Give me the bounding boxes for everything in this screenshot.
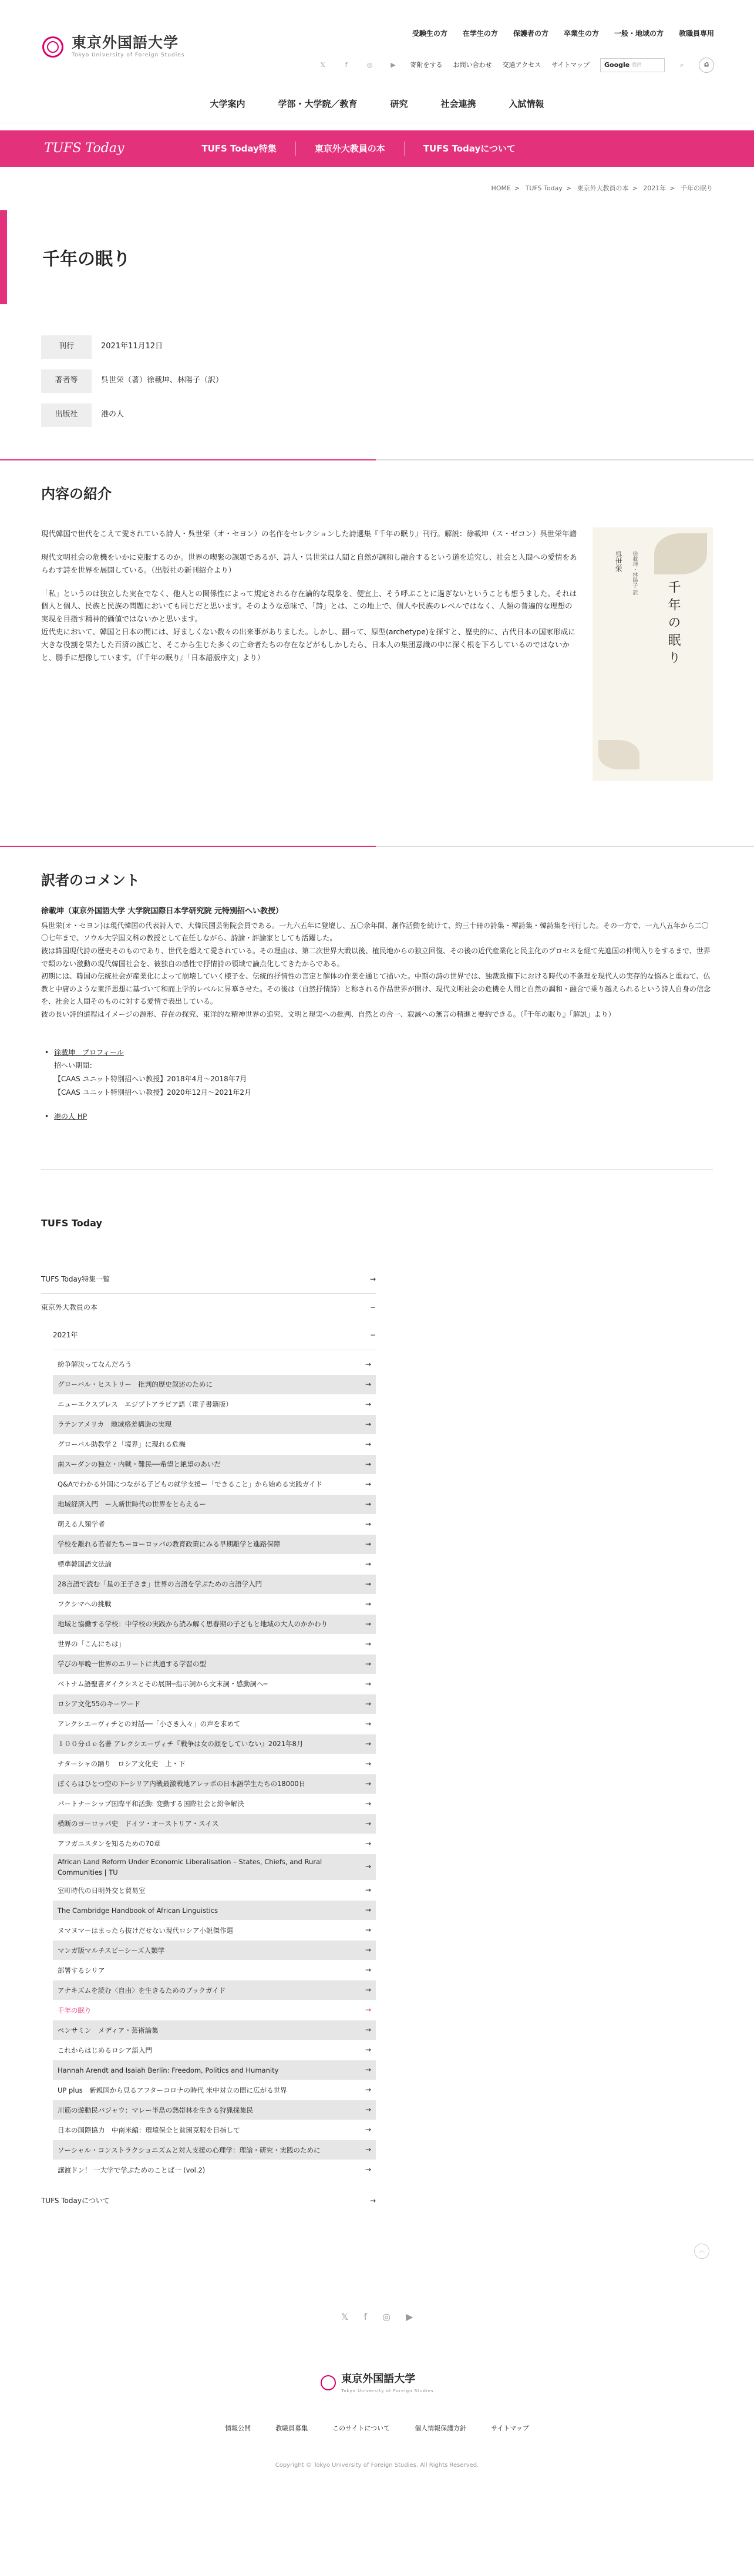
book-list-item[interactable]	[53, 2120, 376, 2140]
book-list-item[interactable]	[53, 1635, 376, 1654]
book-title: ラテンアメリカ 地域格差構造の実現	[58, 1420, 172, 1428]
audience-link[interactable]: 保護者の方	[513, 29, 548, 38]
arrow-right-icon: →	[365, 1380, 371, 1388]
arrow-right-icon: →	[365, 1539, 371, 1548]
arrow-right-icon: →	[365, 1519, 371, 1528]
divider	[41, 1169, 713, 1170]
site-footer	[0, 2309, 754, 2489]
page-top-button[interactable]: ︿	[694, 2244, 709, 2259]
book-list-item[interactable]	[53, 1475, 376, 1495]
cover-title: 千年の眠り	[666, 580, 681, 668]
book-title: アフガニスタンを知るための70章	[58, 1839, 161, 1848]
sidebar-subgroup	[41, 1321, 376, 2180]
youtube-icon[interactable]: ▶	[406, 2311, 413, 2322]
logo-mark-icon	[320, 2374, 336, 2392]
youtube-icon[interactable]: ▶	[391, 61, 396, 69]
book-list-item[interactable]	[53, 1854, 376, 1881]
book-list-item[interactable]	[53, 1734, 376, 1754]
tufs-today-sidebar	[41, 1216, 376, 2215]
book-list-item[interactable]	[53, 1595, 376, 1615]
search-label: Google	[604, 61, 630, 69]
arrow-right-icon: →	[365, 1619, 371, 1628]
sitemap-link[interactable]: サイトマップ	[551, 61, 590, 69]
book-list-item[interactable]	[53, 1555, 376, 1575]
intro-paragraph: 現代韓国で世代をこえて愛されている詩人・呉世栄（オ・セヨン）の名作をセレクションした詩選集『千年の眠り』刊行。解説：徐載坤（ス・ゼコン）呉世栄年譜	[41, 529, 577, 538]
book-title: ベトナム語聖書ダイクシスとその展開─指示詞から文末詞・感動詞へ─	[58, 1679, 268, 1688]
book-title: グローバル助教学２「境界」に現れる危機	[58, 1440, 186, 1448]
arrow-right-icon: →	[365, 1839, 371, 1848]
book-title: African Land Reform Under Economic Liberalisation – States, Chiefs, and Rural Communities | TU	[58, 1857, 322, 1877]
footer-logo[interactable]	[320, 2371, 433, 2395]
book-list-item[interactable]	[53, 1754, 376, 1774]
book-list-item[interactable]	[53, 1881, 376, 1901]
minus-icon: −	[369, 1303, 376, 1312]
arrow-right-icon: →	[365, 1499, 371, 1508]
book-title: アナキズムを読む〈自由〉を生きるためのブックガイド	[58, 1986, 226, 1995]
book-title: 地域経済入門 ー人新世時代の世界をとらえるー	[58, 1499, 206, 1508]
sidebar-item[interactable]	[41, 1294, 376, 1321]
profile-link[interactable]: 徐載坤 プロフィール	[54, 1048, 124, 1057]
publisher-link[interactable]: 港の人 HP	[54, 1112, 87, 1121]
book-meta	[41, 335, 382, 427]
gnav-item[interactable]: 学部・大学院／教育	[278, 99, 358, 109]
book-list-item[interactable]	[53, 1575, 376, 1595]
book-list-item[interactable]	[53, 1495, 376, 1515]
gnav-item[interactable]: 大学案内	[210, 99, 245, 109]
arrow-right-icon: →	[365, 1966, 371, 1975]
footer-link[interactable]: 情報公開	[225, 2424, 251, 2432]
footer-logo-en: Tokyo University of Foreign Studies	[341, 2389, 434, 2394]
breadcrumb: HOME > TUFS Today > 東京外大教員の本 > 2021年 > 千年の眠り	[491, 184, 713, 192]
breadcrumb-link[interactable]: 東京外大教員の本	[577, 184, 629, 192]
arrow-right-icon: →	[365, 1759, 371, 1768]
book-title: Q&Aでわかる外国につながる子どもの就学支援ー「できること」から始める実践ガイド	[58, 1479, 322, 1488]
audience-link[interactable]: 受験生の方	[412, 29, 447, 38]
gnav-item[interactable]: 社会連携	[440, 99, 476, 109]
book-title: 標準韓国語文法論	[58, 1559, 112, 1568]
book-title: これからはじめるロシア語入門	[58, 2046, 152, 2054]
book-title: 川筋の遊動民バジャウ：マレー半島の熱帯林を生きる狩猟採集民	[58, 2106, 254, 2114]
arrow-right-icon: →	[365, 2086, 371, 2094]
book-list-item[interactable]	[53, 1714, 376, 1734]
book-title: 学びの早晩一世界のエリートに共通する学習の型	[58, 1659, 206, 1668]
intro-paragraph: 「私」というのは独立した実在でなく、他人との関係性によって規定される存在論的な現象を、便宜上、そう呼ぶことに過ぎないということも想うました。それは個人と個人、民族と民族の問題においても同じだと思います。そのような意味で、「詩」とは、この地上で、個人や民族のレベルではなく、人類の普遍的な理想の実現を目指す精神的価値ではないかと思います。 近代史において、韓国と日本の間には、好ましくない数々の出来事がありました。しかし、翻って、原型(archetype)を探すと、歴史的に、古代日本の国家形成に大きな役割を果たした百済の滅亡と、そこから生じた多くの亡命者たちの存在などがもしかしたら、日本人の集団意識の中に深く根を下ろしているのではないかと、勝手に想像しています。（『千年の眠り』「日本語版序文」より）	[41, 588, 577, 662]
leaf-decoration-icon	[654, 533, 707, 574]
intro-heading: 内容の紹介	[41, 485, 112, 502]
book-list-item[interactable]	[53, 1535, 376, 1555]
footer-social	[0, 2309, 754, 2325]
sidebar-item[interactable]	[41, 2187, 376, 2215]
book-title: UP plus 新親国から見るアフターコロナの時代 米中対立の間に広がる世界	[58, 2086, 287, 2094]
book-title: Hannah Arendt and Isaiah Berlin: Freedom, Politics and Humanity	[58, 2066, 279, 2074]
book-title: 世界の「こんにちは」	[58, 1639, 125, 1648]
book-list-item[interactable]	[53, 1941, 376, 1960]
arrow-right-icon: →	[369, 1275, 376, 1284]
arrow-right-icon: →	[365, 1699, 371, 1708]
arrow-right-icon: →	[365, 1926, 371, 1935]
breadcrumb-current: 千年の眠り	[681, 184, 713, 192]
print-icon[interactable]: ⎙	[699, 58, 714, 73]
sidebar-item-label: 東京外大教員の本	[41, 1303, 98, 1312]
arrow-right-icon: →	[365, 1639, 371, 1648]
gnav-item[interactable]: 入試情報	[509, 99, 544, 109]
book-list-item[interactable]	[53, 2060, 376, 2080]
footer-link[interactable]: サイトマップ	[491, 2424, 529, 2432]
book-title: ナターシャの踊り ロシア文化史 上・下	[58, 1759, 186, 1768]
utility-bar	[317, 58, 714, 73]
meta-key: 出版社	[41, 403, 92, 427]
book-list-item[interactable]	[53, 1654, 376, 1674]
book-list-item[interactable]	[53, 1694, 376, 1714]
translator-comment	[41, 904, 713, 1021]
book-list-item[interactable]	[53, 1774, 376, 1794]
arrow-right-icon: →	[365, 1819, 371, 1828]
contact-link[interactable]: お問い合わせ	[453, 61, 492, 69]
sidebar-item-label: TUFS Today特集一覧	[41, 1275, 110, 1284]
book-title: 地域と協働する学校：中学校の実践から読み解く思春期の子どもと地域の大人のかかわり	[58, 1619, 328, 1628]
book-list-item[interactable]	[53, 2080, 376, 2100]
book-title: 萌える人類学者	[58, 1519, 105, 1528]
logo-mark-icon	[41, 34, 65, 60]
book-title: 紛争解決ってなんだろう	[58, 1360, 132, 1368]
arrow-right-icon: →	[365, 1400, 371, 1408]
period-item: 【CAAS ユニット特別招へい教授】2018年4月〜2018年7月	[54, 1075, 247, 1084]
copyright: Copyright © Tokyo University of Foreign Studies. All Rights Reserved.	[275, 2461, 479, 2469]
search-icon[interactable]: ⌕	[679, 61, 684, 69]
book-title: 学校を離れる若者たちーヨーロッパの教育政策にみる早期離学と進路保障	[58, 1539, 281, 1548]
book-list-item[interactable]	[53, 1674, 376, 1694]
cover-sub: 徐載坤・林陽子 訳	[631, 550, 638, 595]
book-title: 部署するシリア	[58, 1966, 105, 1975]
arrow-right-icon: →	[365, 2046, 371, 2054]
sidebar-item[interactable]	[41, 1266, 376, 1294]
donate-link[interactable]: 寄附をする	[410, 61, 443, 69]
book-list-item[interactable]	[53, 2100, 376, 2120]
footer-link[interactable]: 個人情報保護方針	[415, 2424, 467, 2432]
arrow-right-icon: →	[365, 1862, 371, 1871]
facebook-icon[interactable]: f	[345, 61, 348, 69]
book-title: フクシマへの挑戦	[58, 1599, 112, 1608]
book-list-item[interactable]	[53, 1834, 376, 1854]
minus-icon: −	[369, 1331, 376, 1340]
intro-paragraph: 現代文明社会の危機をいかに克服するのか。世界の喫緊の課題であるが、詩人・呉世栄は人間と自然が調和し融合するという道を追究し、社会と人間への愛情をあらわす詩を世界を展開している。（出版社の新刊紹介より）	[41, 552, 577, 574]
facebook-icon[interactable]: f	[363, 2311, 368, 2322]
book-title: ソーシャル・コンストラクショニズムと対人支援の心理学：理論・研究・実践のために	[58, 2145, 321, 2154]
intro-section	[41, 527, 713, 781]
meta-value: 呉世栄（著）徐載坤、林陽子（訳）	[101, 376, 224, 385]
instagram-icon[interactable]: ◎	[382, 2311, 391, 2322]
related-links	[41, 1046, 713, 1124]
audience-link[interactable]: 卒業生の方	[563, 29, 599, 38]
comment-heading: 訳者のコメント	[41, 872, 140, 889]
book-list-item[interactable]	[53, 1395, 376, 1415]
section-divider	[0, 846, 754, 847]
logo-name: 東京外国語大学	[72, 34, 179, 52]
book-title: マンガ版マルチスピーシーズ人類学	[58, 1946, 165, 1955]
book-title: 28言語で読む「星の王子さま」世界の言語を学ぶための言語学入門	[58, 1579, 262, 1588]
arrow-right-icon: →	[365, 2106, 371, 2114]
meta-value: 2021年11月12日	[101, 342, 163, 351]
arrow-right-icon: →	[365, 2126, 371, 2134]
tufs-bar-link[interactable]: TUFS Todayについて	[404, 142, 534, 156]
book-title: 横断のヨーロッパ史 ドイツ・オーストリア・スイス	[58, 1819, 219, 1828]
breadcrumb-link[interactable]: TUFS Today	[525, 184, 563, 192]
meta-value: 港の人	[101, 410, 124, 419]
arrow-right-icon: →	[365, 1559, 371, 1568]
meta-row	[41, 369, 382, 393]
arrow-right-icon: →	[365, 1799, 371, 1808]
book-list-item[interactable]	[53, 1615, 376, 1635]
book-list-item[interactable]	[53, 1921, 376, 1941]
arrow-right-icon: →	[365, 1739, 371, 1748]
global-nav	[0, 97, 754, 111]
book-list-item[interactable]	[53, 2140, 376, 2160]
arrow-right-icon: →	[365, 1886, 371, 1895]
arrow-right-icon: →	[365, 1579, 371, 1588]
book-title: ヌマヌマーはまったら抜けだせない現代ロシア小説傑作選	[58, 1926, 233, 1935]
arrow-right-icon: →	[365, 2165, 371, 2174]
sidebar-item-label: TUFS Todayについて	[41, 2197, 110, 2205]
tufs-today-bar	[0, 130, 754, 167]
access-link[interactable]: 交通アクセス	[502, 61, 541, 69]
arrow-right-icon: →	[365, 1659, 371, 1668]
book-title: 譲渡ドン！ 一大学で学ぶためのことば一 (vol.2)	[58, 2165, 206, 2174]
x-icon[interactable]: 𝕏	[320, 61, 325, 69]
book-title: ロシア文化55のキーワード	[58, 1699, 141, 1708]
book-title: 千年の眠り	[58, 2006, 92, 2015]
audience-nav	[412, 28, 714, 39]
sidebar-year[interactable]	[53, 1321, 376, 1350]
meta-row	[41, 335, 382, 359]
book-title: ぼくらはひとつ空の下─シリア内戦最激戦地アレッポの日本語学生たちの18000日	[58, 1779, 306, 1788]
list-item	[41, 1110, 713, 1124]
audience-link[interactable]: 在学生の方	[462, 29, 498, 38]
logo-en: Tokyo University of Foreign Studies	[72, 52, 185, 58]
book-title: 南スーダンの独立・内戦・難民──希望と絶望のあいだ	[58, 1459, 221, 1468]
site-logo[interactable]	[41, 34, 184, 60]
footer-link[interactable]: このサイトについて	[332, 2424, 391, 2432]
arrow-right-icon: →	[365, 1360, 371, 1368]
tufs-today-logo[interactable]: TUFS Today	[44, 141, 124, 156]
arrow-right-icon: →	[365, 1440, 371, 1448]
site-header	[0, 0, 754, 123]
breadcrumb-link[interactable]: HOME	[491, 184, 511, 192]
tufs-bar-link[interactable]: 東京外大教員の本	[295, 142, 404, 156]
arrow-right-icon: →	[365, 2006, 371, 2015]
book-list-item[interactable]	[53, 1794, 376, 1814]
translator-name: 徐載坤（東京外国語大学 大学院国際日本学研究院 元特別招へい教授）	[41, 907, 284, 916]
book-title: ペンサミン メディア・芸術論集	[58, 2026, 159, 2034]
period-item: 【CAAS ユニット特別招へい教授】2020年12月〜2021年2月	[54, 1088, 252, 1097]
book-title: 室町時代の日明外交と貿易室	[58, 1886, 146, 1895]
arrow-right-icon: →	[365, 1420, 371, 1428]
book-list-item[interactable]	[53, 1455, 376, 1475]
arrow-right-icon: →	[365, 1986, 371, 1995]
book-list-item[interactable]	[53, 2160, 376, 2180]
book-list-item[interactable]	[53, 1435, 376, 1455]
book-title: １００分ｄｅ名著 アレクシエーヴィチ『戦争は女の顔をしていない』2021年8月	[58, 1739, 304, 1748]
book-list-item[interactable]	[53, 1375, 376, 1395]
arrow-right-icon: →	[365, 1779, 371, 1788]
page-title-text: 千年の眠り	[42, 248, 130, 270]
book-title: グローバル・ヒストリー 批判的歴史叙述のために	[58, 1380, 213, 1388]
leaf-decoration-icon	[598, 740, 639, 769]
meta-key: 著者等	[41, 369, 92, 393]
book-title: The Cambridge Handbook of African Linguistics	[58, 1906, 218, 1915]
sidebar-title: TUFS Today	[41, 1217, 102, 1229]
sidebar-year-label: 2021年	[53, 1331, 78, 1340]
arrow-right-icon: →	[365, 1906, 371, 1915]
audience-link[interactable]: 一般・地域の方	[614, 29, 664, 38]
book-list-item[interactable]	[53, 1814, 376, 1834]
cover-author: 呉世栄	[614, 550, 623, 572]
book-list	[53, 1355, 376, 2181]
footer-link[interactable]: 教職員募集	[275, 2424, 308, 2432]
book-list-item[interactable]	[53, 1515, 376, 1535]
arrow-right-icon: →	[365, 1719, 371, 1728]
book-list-item[interactable]	[53, 1960, 376, 1980]
list-item	[41, 1046, 713, 1099]
arrow-right-icon: →	[365, 1946, 371, 1955]
book-list-item[interactable]	[53, 1901, 376, 1921]
arrow-right-icon: →	[365, 1679, 371, 1688]
book-title: アレクシエーヴィチとの対話──「小さき人々」の声を求めて	[58, 1719, 241, 1728]
page-title	[0, 210, 754, 304]
arrow-right-icon: →	[369, 2197, 376, 2205]
footer-links	[0, 2423, 754, 2434]
book-title: ニューエクスプレス エジプトアラビア語（電子書籍版）	[58, 1400, 233, 1408]
arrow-right-icon: →	[365, 2066, 371, 2074]
tufs-bar-link[interactable]: TUFS Today特集	[201, 143, 277, 154]
arrow-right-icon: →	[365, 1599, 371, 1608]
footer-logo-name: 東京外国語大学	[341, 2373, 416, 2386]
comment-body: 呉世栄(オ・セヨン)は現代韓国の代表詩人で、大韓民国芸術院会員である。一九六五年に登壇し、五〇余年間、創作活動を続けて、約三十冊の詩集・褌詩集・韓詩集を刊行した。その一方で、一九八五年から二〇〇七年まで、ソウル大学国文科の教授として在任しながら、詩論・評論家としても活躍した。 彼は韓国現代詩の歴史そのものであり、世代を超えて愛されている。その理由は、第二次世界大戦以後、植民地からの独立回復、その後の近代産業化と民主化のプロセスを経て先進国の仲間入りをするまで、世界で類のない激動の現代韓国社会を、彼独自の感性で抒情詩の領域で論点化してきたからである。 初期には、韓国の伝統社会が産業化によって崩壊していく様子を、伝統的抒情性の言定と解体の作業を通じて描いた。中期の詩の世界では、独裁政権下における時代の不条理を現代人の実存的な悩みと重ねて、仏教と中庸のような東洋思想に基づいて和而上学的レベルに昇華させた。その後は（自然抒情詩）と称される作品世界が開け、現代文明社会の危機を人間と自然の調和・融合で乗り越えられるという詩人自身の信念を、社会と人間そのものに対する愛情で表出している。 彼の長い詩的道程はイメージの源形、存在の探究、東洋的な精神世界の追究、文明と現実への批判、自然との合一、寂滅への無言の精進と要約できる。（『千年の眠り』「解説」より）	[41, 921, 711, 1018]
book-list-item[interactable]	[53, 2000, 376, 2020]
breadcrumb-link[interactable]: 2021年	[643, 184, 667, 192]
search-input[interactable]	[600, 58, 665, 72]
intro-text	[41, 527, 578, 781]
book-list-item[interactable]	[53, 1415, 376, 1435]
section-divider	[0, 459, 754, 460]
arrow-right-icon: →	[365, 2026, 371, 2034]
search-suffix: 提供	[632, 62, 642, 68]
book-list-item[interactable]	[53, 1355, 376, 1375]
book-list-item[interactable]	[53, 2020, 376, 2040]
arrow-right-icon: →	[365, 2145, 371, 2154]
instagram-icon[interactable]: ◎	[366, 61, 373, 69]
arrow-right-icon: →	[365, 1479, 371, 1488]
meta-row	[41, 403, 382, 427]
arrow-right-icon: →	[365, 1459, 371, 1468]
period-label: 招へい期間：	[54, 1061, 97, 1070]
book-cover	[593, 527, 713, 781]
meta-key: 刊行	[41, 335, 92, 359]
x-icon[interactable]: 𝕏	[341, 2311, 349, 2322]
gnav-item[interactable]: 研究	[390, 99, 408, 109]
book-list-item[interactable]	[53, 2040, 376, 2060]
audience-link[interactable]: 教職員専用	[678, 29, 714, 38]
book-title: 日本の国際協力 中南米編：環境保全と貧困克服を目指して	[58, 2126, 240, 2134]
book-title: パートナーシップ国際平和活動: 変動する国際社会と紛争解決	[58, 1799, 244, 1808]
book-list-item[interactable]	[53, 1980, 376, 2000]
